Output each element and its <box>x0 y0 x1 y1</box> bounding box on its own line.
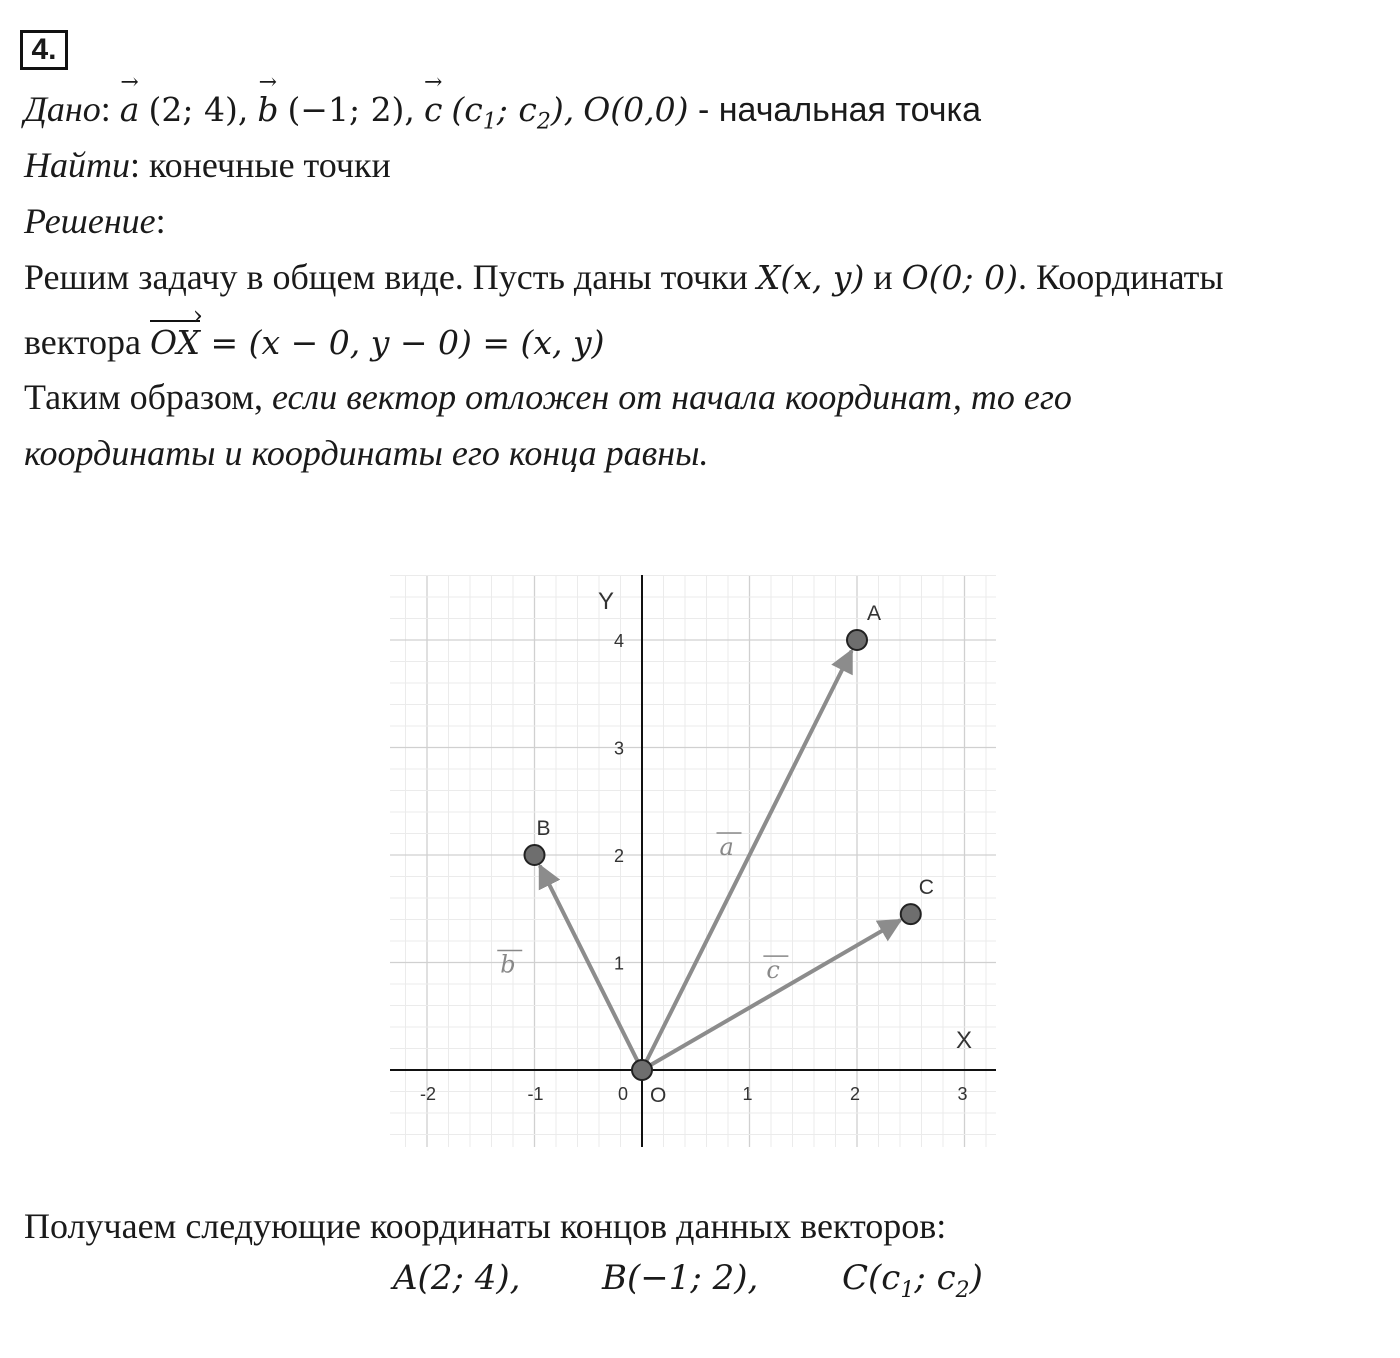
find-text: : конечные точки <box>130 145 391 185</box>
solution-colon: : <box>155 201 166 241</box>
final-point-a: A(2; 4), <box>393 1258 521 1298</box>
x-tick-label: 0 <box>618 1084 629 1104</box>
x-tick-label: 3 <box>957 1084 968 1104</box>
given-label: Дано <box>24 89 101 129</box>
vector-c-label: c <box>766 956 780 985</box>
body-text: Решим задачу в общем виде. Пусть даны точки <box>24 257 757 297</box>
y-tick-label: 2 <box>614 846 625 866</box>
point-A <box>847 630 867 650</box>
body-line-2 <box>24 320 604 363</box>
point-A-label: A <box>867 602 882 625</box>
vector-a-label: a <box>719 833 734 861</box>
find-line <box>24 144 391 186</box>
body-end: . Координаты <box>1018 257 1224 297</box>
x-tick-label: -2 <box>420 1084 437 1104</box>
solution-line <box>24 200 166 242</box>
y-tick-label: 4 <box>614 631 625 651</box>
vector-b-label: b <box>500 950 516 979</box>
vector-c-name: → c <box>424 90 442 129</box>
point-C <box>901 904 921 924</box>
point-B-label: B <box>536 817 551 840</box>
vector-ox-formula: = (x − 0, y − 0) = (x, y) <box>200 323 605 362</box>
problem-number: 4. <box>20 30 68 70</box>
vector-a-name: → a <box>120 90 140 129</box>
x-axis-label: X <box>956 1027 973 1054</box>
vector-b-arrow <box>540 866 642 1070</box>
body-line-3 <box>24 376 1072 418</box>
point-O-label: O <box>650 1084 667 1107</box>
final-point-c: $C(c_1$; $c_2$) <box>842 1258 983 1303</box>
vector-c-coords: ($c_1$; $c_2$), <box>451 90 575 135</box>
given-line <box>24 88 981 135</box>
conclusion-line: Получаем следующие координаты концов данных векторов: <box>24 1206 947 1246</box>
x-tick-label: 2 <box>850 1084 861 1104</box>
point-B <box>525 845 545 865</box>
vector-ox: OX › <box>150 320 200 362</box>
vector-b-name: → b <box>257 90 278 129</box>
final-point-b: B(−1; 2), <box>602 1258 759 1298</box>
y-tick-label: 1 <box>614 953 625 974</box>
coordinate-plane <box>390 575 996 1147</box>
solution-label: Решение <box>24 201 156 241</box>
x-tick-label: -1 <box>527 1084 544 1104</box>
y-tick-label: 3 <box>614 738 625 759</box>
x-tick-label: 1 <box>742 1084 753 1104</box>
origin-point: O(0,0) <box>583 90 689 129</box>
point-x: X(x, y) <box>756 258 865 297</box>
find-label: Найти <box>24 145 130 185</box>
body-text-2: вектора <box>24 322 151 362</box>
given-tail: - начальная точка <box>688 91 982 129</box>
vector-b-coords: (−1; 2), <box>287 90 415 129</box>
point-C-label: C <box>918 876 934 900</box>
vector-a-coords: (2; 4), <box>148 90 249 129</box>
rule-text-1: если вектор отложен от начала координат, то его <box>272 377 1072 417</box>
y-axis-label: Y <box>598 588 615 615</box>
point-O <box>632 1060 652 1080</box>
given-colon: : <box>100 89 120 129</box>
body-line-1 <box>24 256 1224 298</box>
point-o: O(0; 0) <box>901 258 1019 297</box>
body-text-3: Таким образом, <box>24 377 273 417</box>
body-and: и <box>864 257 902 297</box>
body-line-4: координаты и координаты его конца равны. <box>24 433 709 473</box>
